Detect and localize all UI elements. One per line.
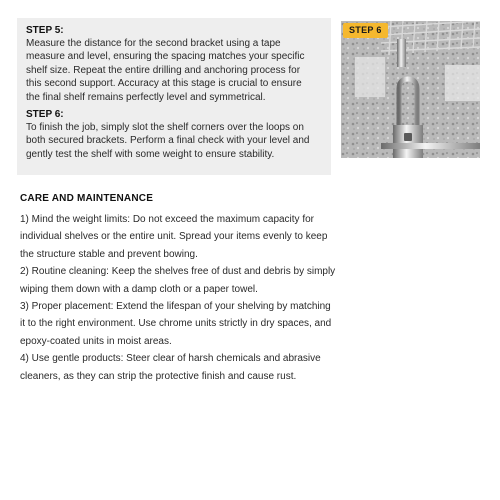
step-6-heading: STEP 6:: [26, 109, 64, 121]
shelf-rail: [381, 143, 480, 149]
care-line: 2) Routine cleaning: Keep the shelves free of dust and debris by simply: [20, 266, 336, 278]
step-6-line: To finish the job, simply slot the shelf corners over the loops on: [26, 122, 304, 134]
step-5-line: this second support. Accuracy at this stage is crucial to ensure: [26, 78, 302, 90]
screw: [404, 133, 412, 141]
care-line: cleaners, as they can strip the protective finish and cause rust.: [20, 370, 297, 382]
care-line: wiping them down with a damp cloth or a paper towel.: [20, 283, 258, 295]
step-6-line: both secured brackets. Perform a final check with your level and: [26, 135, 310, 147]
step-5-line: the final shelf remains perfectly level and symmetrical.: [26, 91, 266, 103]
care-line: 1) Mind the weight limits: Do not exceed the maximum capacity for: [20, 214, 315, 225]
step-6-line: gently test the shelf with some weight to ensure stability.: [26, 148, 275, 160]
shelf-corner-post: [397, 39, 406, 67]
step-5-heading: STEP 5:: [26, 25, 64, 36]
step-6-badge: STEP 6: [343, 23, 388, 38]
care-line: it to the right environment. Use chrome units strictly in dry spaces, and: [20, 318, 332, 330]
care-line: individual shelves or the entire unit. Spread your items evenly to keep: [20, 231, 328, 243]
steps-panel: [17, 18, 331, 175]
care-section: [20, 192, 360, 385]
care-line: 4) Use gentle products: Steer clear of harsh chemicals and abrasive: [20, 353, 321, 365]
bracket-plate: [393, 125, 423, 158]
step-5-line: Measure the distance for the second bracket using a tape: [26, 38, 281, 49]
care-line: epoxy-coated units in moist areas.: [20, 335, 172, 347]
step-5-line: shelf size. Repeat the entire drilling and anchoring process for: [26, 64, 301, 76]
step-5-line: measure and level, ensuring the spacing matches your specific: [26, 51, 305, 63]
care-line: 3) Proper placement: Extend the lifespan of your shelving by matching: [20, 301, 331, 313]
bracket-illustration: [341, 21, 480, 158]
step-6-photo: [341, 21, 480, 158]
care-title: CARE AND MAINTENANCE: [20, 193, 154, 204]
care-line: the structure stable and prevent bowing.: [20, 248, 198, 260]
